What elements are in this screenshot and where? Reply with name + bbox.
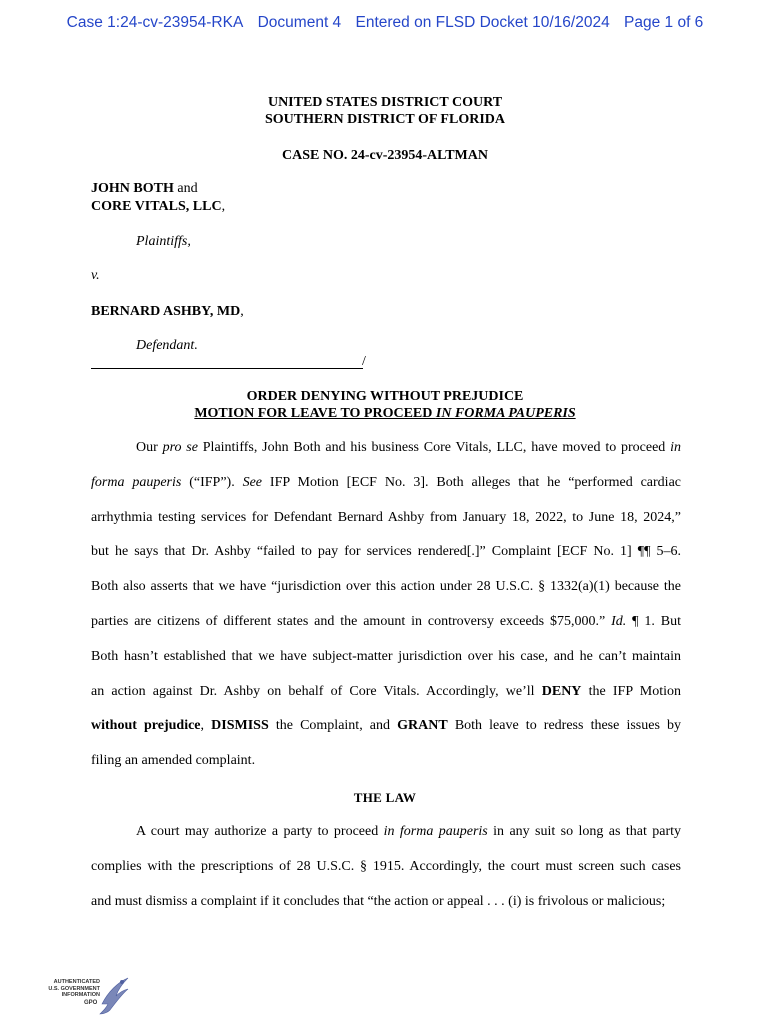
text-line (91, 640, 681, 675)
defendant: BERNARD ASHBY, MD, (91, 304, 244, 319)
text-run: arrhythmia testing services for Defendant Bernard Ashby from January 18, 2022, to June 18, 2024,” (91, 509, 681, 525)
case-number-header: Case 1:24-cv-23954-RKA (66, 14, 244, 31)
defendant-name: BERNARD ASHBY, MD (91, 304, 241, 319)
text-run: Plaintiffs, John Both and his business Core Vitals, LLC, have moved to proceed (197, 440, 671, 455)
text-run: A court may authorize a party to proceed (136, 824, 384, 839)
text-run: Both leave to redress these issues by (447, 718, 682, 734)
plaintiffs-label: Plaintiffs, (136, 234, 191, 249)
text-run: and must dismiss a complaint if it concludes that “the action or appeal . . . (i) is frivolous or malicious; (91, 893, 666, 909)
text-run: Id. (611, 613, 627, 629)
court-name-line1: UNITED STATES DISTRICT COURT (267, 95, 503, 110)
text-line (91, 709, 681, 744)
and-text: and (173, 181, 198, 196)
text-run: the IFP Motion (581, 683, 681, 699)
paragraph-intro (91, 431, 681, 779)
text-line (91, 744, 681, 779)
caption-slash: / (362, 354, 366, 369)
ifp-title-italic: IN FORMA PAUPERIS (435, 406, 576, 421)
text-run: DENY (541, 683, 582, 699)
text-run: forma pauperis (91, 474, 182, 490)
docket-header (0, 14, 770, 32)
text-run: IFP Motion [ECF No. 3]. Both alleges that he “performed cardiac (262, 474, 681, 490)
text-line (91, 675, 681, 710)
text-run: GRANT (397, 718, 448, 734)
text-line (91, 605, 681, 640)
text-run: in any suit so long as that party (487, 824, 682, 839)
eagle-icon (98, 974, 130, 1018)
text-run: pro se (162, 440, 198, 455)
text-run: Our (136, 440, 163, 455)
section-title-the-law: THE LAW (353, 790, 417, 805)
versus: v. (91, 268, 100, 283)
text-run: but he says that Dr. Ashby “failed to pay for services rendered[.]” Complaint [ECF No. 1] ¶¶ 5–6. (91, 544, 681, 560)
text-line (91, 885, 681, 920)
gpo-label: GPO (84, 1000, 98, 1006)
text-line (91, 850, 681, 885)
case-number: CASE NO. 24-cv-23954-ALTMAN (282, 148, 488, 163)
text-run: an action against Dr. Ashby on behalf of Core Vitals. Accordingly, we’ll (91, 683, 542, 699)
text-run: in forma pauperis (383, 824, 488, 839)
text-run: complies with the prescriptions of 28 U.S.C. § 1915. Accordingly, the court must screen such cases (91, 858, 681, 874)
text-run: DISMISS (211, 718, 269, 734)
text-line (91, 431, 681, 466)
caption-rule (91, 368, 363, 369)
text-run: (“IFP”). (181, 474, 243, 490)
plaintiff-2-name: CORE VITALS, LLC (91, 199, 222, 214)
plaintiff-1 (91, 181, 198, 197)
text-line (91, 501, 681, 536)
gpo-logo-text: AUTHENTICATED U.S. GOVERNMENT INFORMATION (48, 979, 100, 998)
text-run: Both hasn’t established that we have subject-matter jurisdiction over his case, and he can’t maintain (91, 648, 681, 664)
plaintiff-2: CORE VITALS, LLC, (91, 199, 226, 214)
text-line (91, 570, 681, 605)
text-run: Both also asserts that we have “jurisdiction over this action under 28 U.S.C. § 1332(a)(1) because the (91, 579, 681, 595)
order-title-line1: ORDER DENYING WITHOUT PREJUDICE (246, 389, 524, 404)
document-number-header: Document 4 (257, 14, 342, 31)
gpo-authentication-logo (44, 974, 134, 1018)
text-run: See (242, 474, 263, 490)
text-line (91, 535, 681, 570)
text-run: the Complaint, and (268, 718, 398, 734)
text-run: parties are citizens of different states and the amount in controversy exceeds $75,000.” (91, 613, 612, 629)
text-run: ¶ 1. But (626, 613, 681, 629)
text-line (91, 466, 681, 501)
text-run: without prejudice (91, 718, 201, 734)
paragraph-law (91, 815, 681, 919)
defendant-label: Defendant. (136, 338, 198, 353)
text-run: in (670, 440, 681, 455)
text-run: , (200, 718, 212, 734)
entered-date-header: Entered on FLSD Docket 10/16/2024 (355, 14, 610, 31)
order-title-line2: MOTION FOR LEAVE TO PROCEED IN FORMA PAUPERIS (194, 406, 576, 421)
text-line (91, 815, 681, 850)
text-run: filing an amended complaint. (91, 753, 256, 769)
page-number-header: Page 1 of 6 (624, 14, 704, 31)
plaintiff-1-name: JOHN BOTH (91, 181, 174, 196)
court-name-line2: SOUTHERN DISTRICT OF FLORIDA (265, 112, 505, 127)
